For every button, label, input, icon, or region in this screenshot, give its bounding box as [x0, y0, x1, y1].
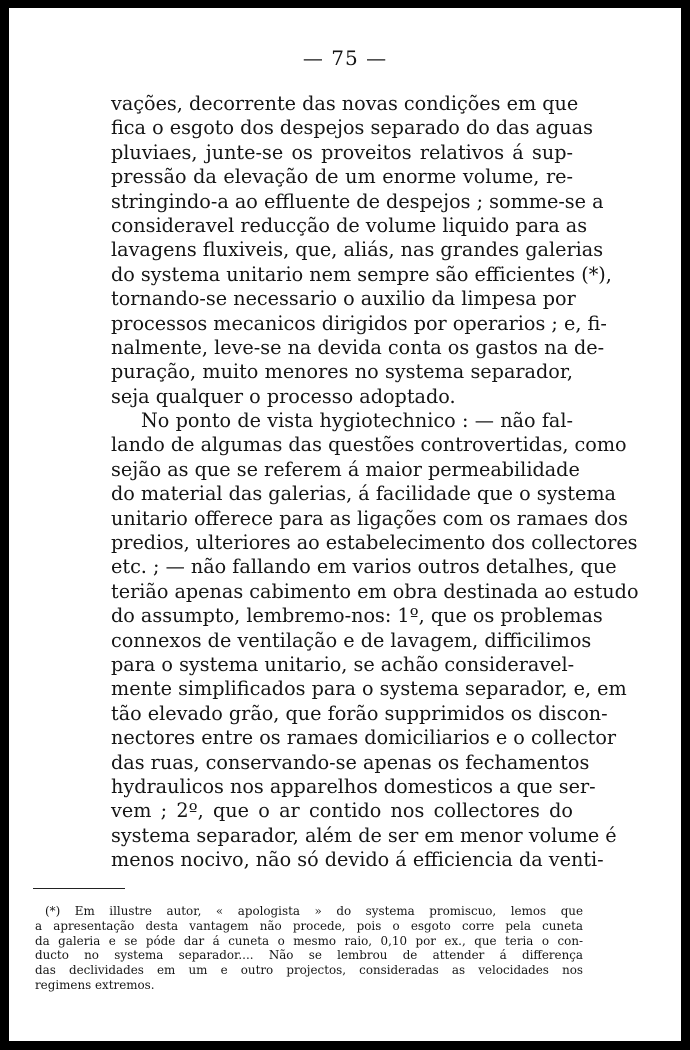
text-line: tornando-se necessario o auxilio da limpesa por: [111, 287, 576, 311]
text-line: lando de algumas das questões controvertidas, como: [111, 433, 627, 457]
book-page: [9, 8, 681, 1041]
text-line: vem ; 2º, que o ar contido nos collectores do: [111, 799, 573, 823]
page-number: — 75 —: [302, 46, 388, 70]
paragraph-first-line: No ponto de vista hygiotechnico : — não fal-: [141, 409, 573, 433]
text-line: hydraulicos nos apparelhos domesticos a que ser-: [111, 774, 596, 798]
text-line: para o systema unitario, se achão consideravel-: [111, 652, 575, 676]
text-line: menos nocivo, não só devido á efficiencia da venti-: [111, 848, 604, 872]
footnote-line: (*) Em illustre autor, « apologista » do systema promiscuo, lemos que: [45, 904, 583, 918]
text-line: nalmente, leve-se na devida conta os gastos na de-: [111, 335, 605, 359]
footnote-line: regimens extremos.: [35, 977, 155, 992]
text-line: connexos de ventilação e de lavagem, difficilimos: [111, 628, 592, 652]
text-line: systema separador, além de ser em menor volume é: [111, 823, 617, 847]
text-line: do material das galerias, á facilidade que o systema: [111, 482, 616, 506]
text-line: puração, muito menores no systema separador,: [111, 360, 573, 384]
footnote-line: ducto no systema separador.... Não se lembrou de attender á differença: [35, 948, 583, 963]
footnote-line: a apresentação desta vantagem não procede, pois o esgoto corre pela cuneta: [35, 918, 583, 933]
text-line: tão elevado grão, que forão supprimidos os discon-: [111, 701, 608, 725]
paragraph-last-line: seja qualquer o processo adoptado.: [111, 384, 456, 408]
text-line: lavagens fluxiveis, que, aliás, nas grandes galerias: [111, 238, 604, 262]
text-line: predios, ulteriores ao estabelecimento dos collectores: [111, 531, 638, 555]
footnote-line: da galeria e se póde dar á cuneta o mesmo raio, 0,10 por ex., que teria o con-: [35, 933, 583, 948]
text-line: etc. ; — não fallando em varios outros detalhes, que: [111, 555, 617, 579]
text-line: fica o esgoto dos despejos separado do das aguas: [111, 116, 593, 140]
footnote-divider: [33, 888, 125, 889]
text-line: pluviaes, junte-se os proveitos relativos á sup-: [111, 140, 573, 164]
text-line: consideravel reducção de volume liquido para as: [111, 213, 588, 237]
text-line: mente simplificados para o systema separador, e, em: [111, 677, 627, 701]
text-line: vações, decorrente das novas condições em que: [111, 92, 579, 115]
body-text: [111, 92, 639, 873]
footnote: [35, 904, 583, 993]
text-line: do assumpto, lembremo-nos: 1º, que os problemas: [111, 604, 603, 628]
text-line: nectores entre os ramaes domiciliarios e o collector: [111, 726, 617, 750]
text-line: do systema unitario nem sempre são efficientes (*),: [111, 262, 612, 286]
footnote-line: das declividades em um e outro projectos, consideradas as velocidades nos: [35, 963, 583, 978]
text-line: das ruas, conservando-se apenas os fechamentos: [111, 750, 590, 774]
text-line: stringindo-a ao effluente de despejos ; somme-se a: [111, 189, 604, 213]
text-line: unitario offerece para as ligações com os ramaes dos: [111, 506, 628, 530]
text-line: sejão as que se referem á maior permeabilidade: [111, 457, 580, 481]
text-line: processos mecanicos dirigidos por operarios ; e, fi-: [111, 311, 607, 335]
text-line: terião apenas cabimento em obra destinada ao estudo: [111, 579, 639, 603]
text-line: pressão da elevação de um enorme volume, re-: [111, 165, 573, 189]
